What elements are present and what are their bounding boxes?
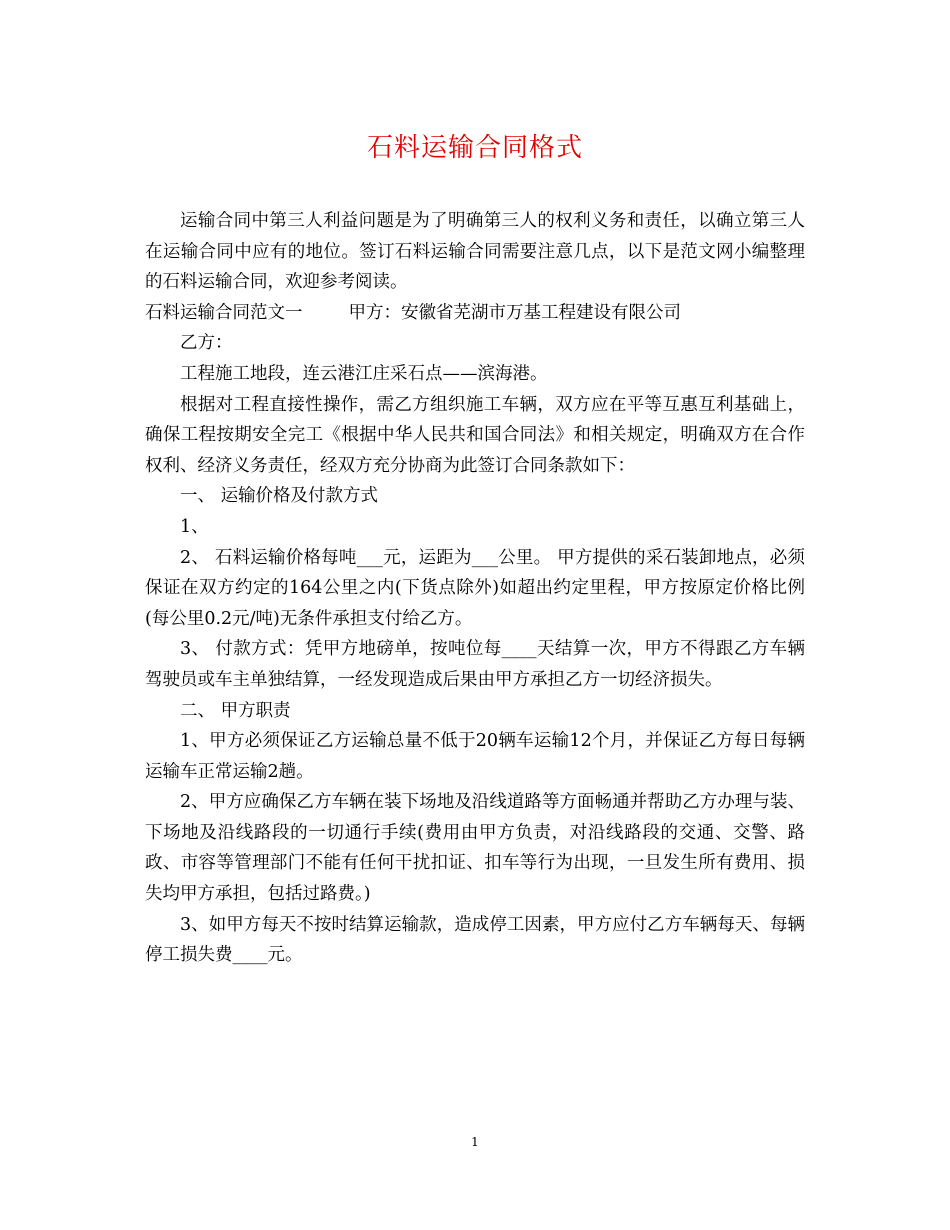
party-a-line: 甲方：安徽省芜湖市万基工程建设有限公司 — [348, 302, 681, 323]
clause-1-3: 3、 付款方式：凭甲方地磅单，按吨位每____天结算一次，甲方不得跟乙方车辆驾驶员或车主单独结算，一经发现造成后果由甲方承担乙方一切经济损失。 — [145, 639, 805, 690]
site-paragraph: 工程施工地段，连云港江庄采石点——滨海港。 — [180, 363, 548, 384]
section-1-heading: 一、 运输价格及付款方式 — [180, 486, 379, 507]
clause-1-2: 2、 石料运输价格每吨___元，运距为___公里。 甲方提供的采石装卸地点，必须保证在双方约定的164公里之内(下货点除外)如超出约定里程，甲方按原定价格比例(每公里0.2元/吨)无条件承担支付给乙方。 — [145, 547, 805, 629]
document-body — [145, 206, 805, 971]
clause-2-2: 2、甲方应确保乙方车辆在装下场地及沿线道路等方面畅通并帮助乙方办理与装、下场地及沿线路段的一切通行手续(费用由甲方负责，对沿线路段的交通、交警、路政、市容等管理部门不能有任何干扰扣证、扣车等行为出现，一旦发生所有费用、损失均甲方承担，包括过路费。) — [145, 792, 805, 905]
intro-paragraph: 运输合同中第三人利益问题是为了明确第三人的权利义务和责任，以确立第三人在运输合同中应有的地位。签订石料运输合同需要注意几点，以下是范文网小编整理的石料运输合同，欢迎参考阅读。 — [145, 211, 805, 293]
page-number: 1 — [471, 1135, 479, 1149]
clause-1-1: 1、 — [180, 516, 209, 537]
sample-heading-line — [145, 298, 805, 329]
clause-2-1: 1、甲方必须保证乙方运输总量不低于20辆车运输12个月，并保证乙方每日每辆运输车正常运输2趟。 — [145, 731, 805, 782]
party-b-line: 乙方： — [180, 333, 233, 354]
basis-paragraph: 根据对工程直接性操作，需乙方组织施工车辆，双方应在平等互惠互利基础上，确保工程按期安全完工《根据中华人民共和国合同法》和相关规定，明确双方在合作权利、经济义务责任，经双方充分协商为此签订合同条款如下： — [145, 394, 805, 476]
section-2-heading: 二、 甲方职责 — [180, 700, 291, 721]
clause-2-3: 3、如甲方每天不按时结算运输款，造成停工因素，甲方应付乙方车辆每天、每辆停工损失费____元。 — [145, 914, 805, 966]
document-title: 石料运输合同格式 — [366, 133, 583, 163]
sample-heading: 石料运输合同范文一 — [145, 302, 303, 323]
